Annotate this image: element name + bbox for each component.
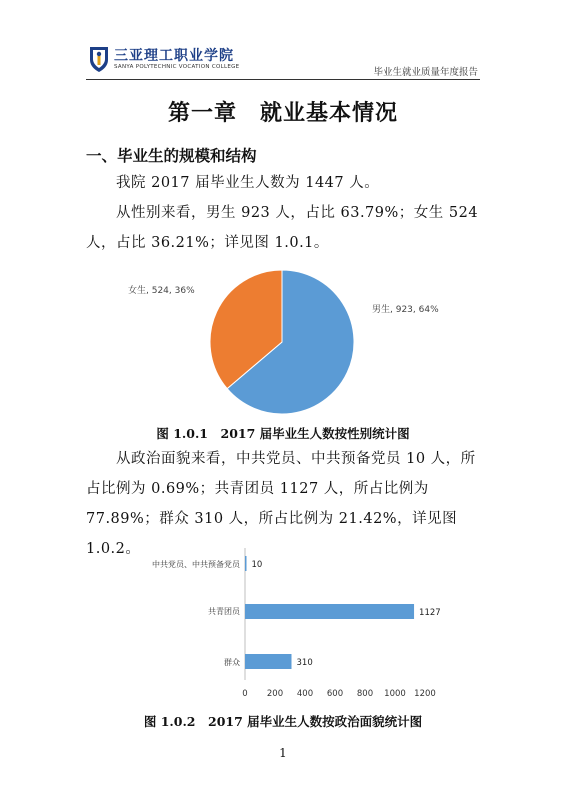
header-divider [86,79,480,80]
bar-value-label-party: 10 [251,560,263,570]
paragraph-1: 我院 2017 届毕业生人数为 1447 人。 [116,175,380,191]
school-logo-icon [88,45,110,73]
bar-x-tick-label: 1200 [414,689,436,699]
page-number: 1 [279,746,287,760]
paragraph-2: 从性别来看，男生 923 人，占比 63.79%；女生 524 人，占比 36.21%；详见图 1.0.1。 [86,205,479,251]
bar-x-tick-label: 0 [242,689,248,699]
report-title: 毕业生就业质量年度报告 [373,67,478,78]
bar-x-tick-label: 1000 [384,689,406,699]
gender-pie-chart [110,262,450,422]
page-header [0,0,566,80]
pie-label-female: 女生, 524, 36% [128,286,195,296]
bar-category-label-party: 中共党员、中共预备党员 [152,560,240,569]
bar-x-tick-label: 800 [356,689,374,699]
bar-category-label-masses: 群众 [224,658,240,667]
figure-caption-2: 图 1.0.2 2017 届毕业生人数按政治面貌统计图 [143,714,423,729]
school-name-en: SANYA POLYTECHNIC VOCATION COLLEGE [114,64,240,70]
bar-party [245,556,247,571]
bar-x-tick-label: 200 [266,689,284,699]
section-title: 一、毕业生的规模和结构 [86,147,257,165]
figure-caption-1: 图 1.0.1 2017 届毕业生人数按性别统计图 [156,426,410,441]
bar-category-label-league: 共青团员 [208,607,240,616]
political-status-bar-chart [90,548,470,708]
bar-value-label-league: 1127 [419,608,441,618]
bar-x-axis-ticks [242,689,436,699]
bar-value-label-masses: 310 [296,658,313,668]
bar-league [245,604,414,619]
pie-label-male: 男生, 923, 64% [372,305,439,315]
bar-x-tick-label: 400 [296,689,314,699]
bar-x-tick-label: 600 [326,689,344,699]
school-name: 三亚理工职业学院 [114,48,234,64]
paragraph-3: 从政治面貌来看，中共党员、中共预备党员 10 人，所占比例为 0.69%；共青团员 1127 人，所占比例为 77.89%；群众 310 人，所占比例为 21.42%，详见图 1.0.2。 [86,451,476,557]
bar-masses [245,654,292,669]
chapter-title: 第一章 就业基本情况 [167,101,398,126]
